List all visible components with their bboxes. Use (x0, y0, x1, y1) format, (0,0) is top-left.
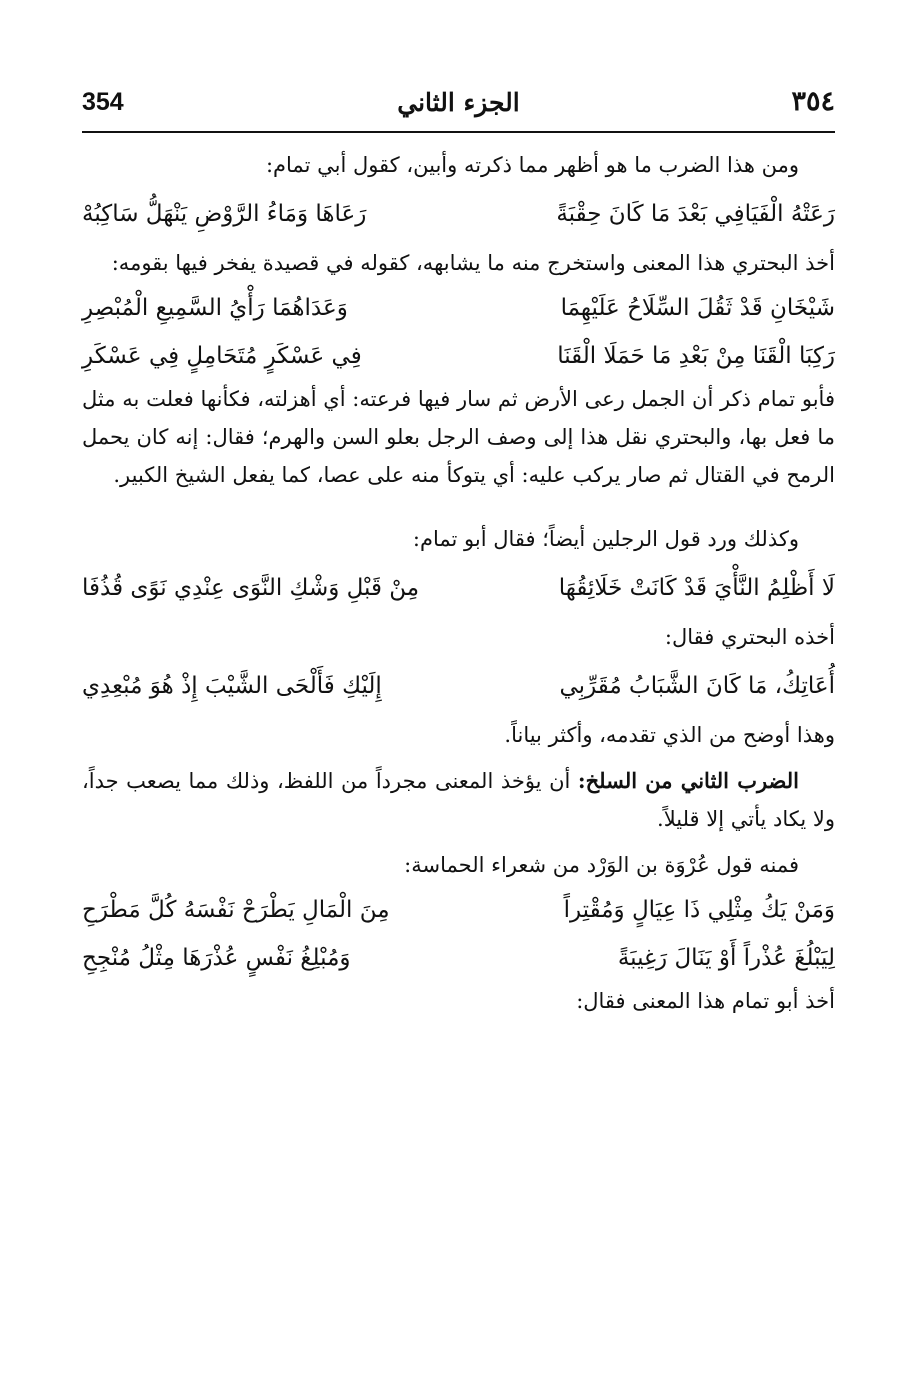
paragraph: وكذلك ورد قول الرجلين أيضاً؛ فقال أبو تمام: (412, 527, 799, 551)
section-heading: الضرب الثاني من السلخ: (577, 768, 799, 793)
paragraph: وهذا أوضح من الذي تقدمه، وأكثر بياناً. (504, 723, 835, 747)
verse-second-hemistich: إِلَيْكِ فَأَلْحَى الشَّيْبَ إِذْ هُوَ مُبْعِدِي (82, 673, 382, 699)
poem-verse (82, 284, 835, 332)
verse-second-hemistich: مِنَ الْمَالِ يَطْرَحْ نَفْسَهُ كُلَّ مَطْرَحِ (82, 897, 390, 923)
poem-verse (82, 332, 835, 380)
verse-first-hemistich: شَيْخَانِ قَدْ ثَقُلَ السِّلَاحُ عَلَيْهِمَا (560, 295, 835, 321)
poem-verse (82, 662, 835, 710)
verse-second-hemistich: فِي عَسْكَرٍ مُتَحَامِلٍ فِي عَسْكَرِ (82, 343, 362, 369)
paragraph: فأبو تمام ذكر أن الجمل رعى الأرض ثم سار فيها فرعته: أي أهزلته، فكأنها فعلت به مثل ما فعل بها، والبحتري نقل هذا إلى وصف الرجل بعلو السن والهرم؛ فقال: إنه كان يحمل الرمح في القتال ثم صار يركب عليه: أي يتوكأ منه على عصا، كما يفعل الشيخ الكبير. (82, 387, 835, 487)
spacer (82, 502, 835, 520)
paragraph: أخذ أبو تمام هذا المعنى فقال: (576, 989, 835, 1013)
poem-verse (82, 934, 835, 982)
header-rule (82, 131, 835, 133)
section-paragraph (82, 762, 835, 838)
paragraph: فمنه قول عُرْوَة بن الوَرْد من شعراء الحماسة: (404, 853, 799, 877)
running-title: الجزء الثاني (397, 88, 520, 117)
poem-verse (82, 564, 835, 612)
paragraph: أخذ البحتري هذا المعنى واستخرج منه ما يشابهه، كقوله في قصيدة يفخر فيها بقومه: (111, 251, 835, 275)
verse-first-hemistich: لَا أَظْلِمُ النَّأْيَ قَدْ كَانَتْ خَلَائِقُهَا (558, 575, 835, 601)
verse-second-hemistich: مِنْ قَبْلِ وَشْكِ النَّوَى عِنْدِي نَوًى قُذُفَا (82, 575, 420, 601)
verse-second-hemistich: رَعَاهَا وَمَاءُ الرَّوْضِ يَنْهَلُّ سَاكِبُهْ (82, 201, 367, 227)
verse-first-hemistich: لِيَبْلُغَ عُذْراً أَوْ يَنَالَ رَغِيبَةً (617, 945, 835, 971)
poem-verse (82, 886, 835, 934)
paragraph: أخذه البحتري فقال: (664, 625, 835, 649)
paragraph: ومن هذا الضرب ما هو أظهر مما ذكرته وأبين، كقول أبي تمام: (265, 153, 799, 177)
page-body (82, 146, 835, 1028)
section-text: أن يؤخذ المعنى مجرداً من اللفظ، وذلك مما يصعب جداً، ولا يكاد يأتي إلا قليلاً. (82, 769, 835, 831)
page-number-arabic: ٣٥٤ (791, 86, 835, 117)
poem-verse (82, 190, 835, 238)
page-header (82, 84, 835, 124)
verse-second-hemistich: وَمُبْلِغُ نَفْسٍ عُذْرَهَا مِثْلُ مُنْجِحِ (82, 945, 351, 971)
verse-first-hemistich: أُعَاتِكُ، مَا كَانَ الشَّبَابُ مُقَرِّبِي (559, 673, 835, 699)
verse-first-hemistich: رَعَتْهُ الْفَيَافِي بَعْدَ مَا كَانَ حِقْبَةً (556, 201, 835, 227)
verse-second-hemistich: وَعَدَاهُمَا رَأْيُ السَّمِيعِ الْمُبْصِرِ (82, 295, 348, 321)
page-number-latin: 354 (82, 88, 124, 116)
verse-first-hemistich: وَمَنْ يَكُ مِثْلِي ذَا عِيَالٍ وَمُقْتِراً (563, 897, 835, 923)
verse-first-hemistich: رَكِبَا الْقَنَا مِنْ بَعْدِ مَا حَمَلَا الْقَنَا (557, 343, 835, 369)
